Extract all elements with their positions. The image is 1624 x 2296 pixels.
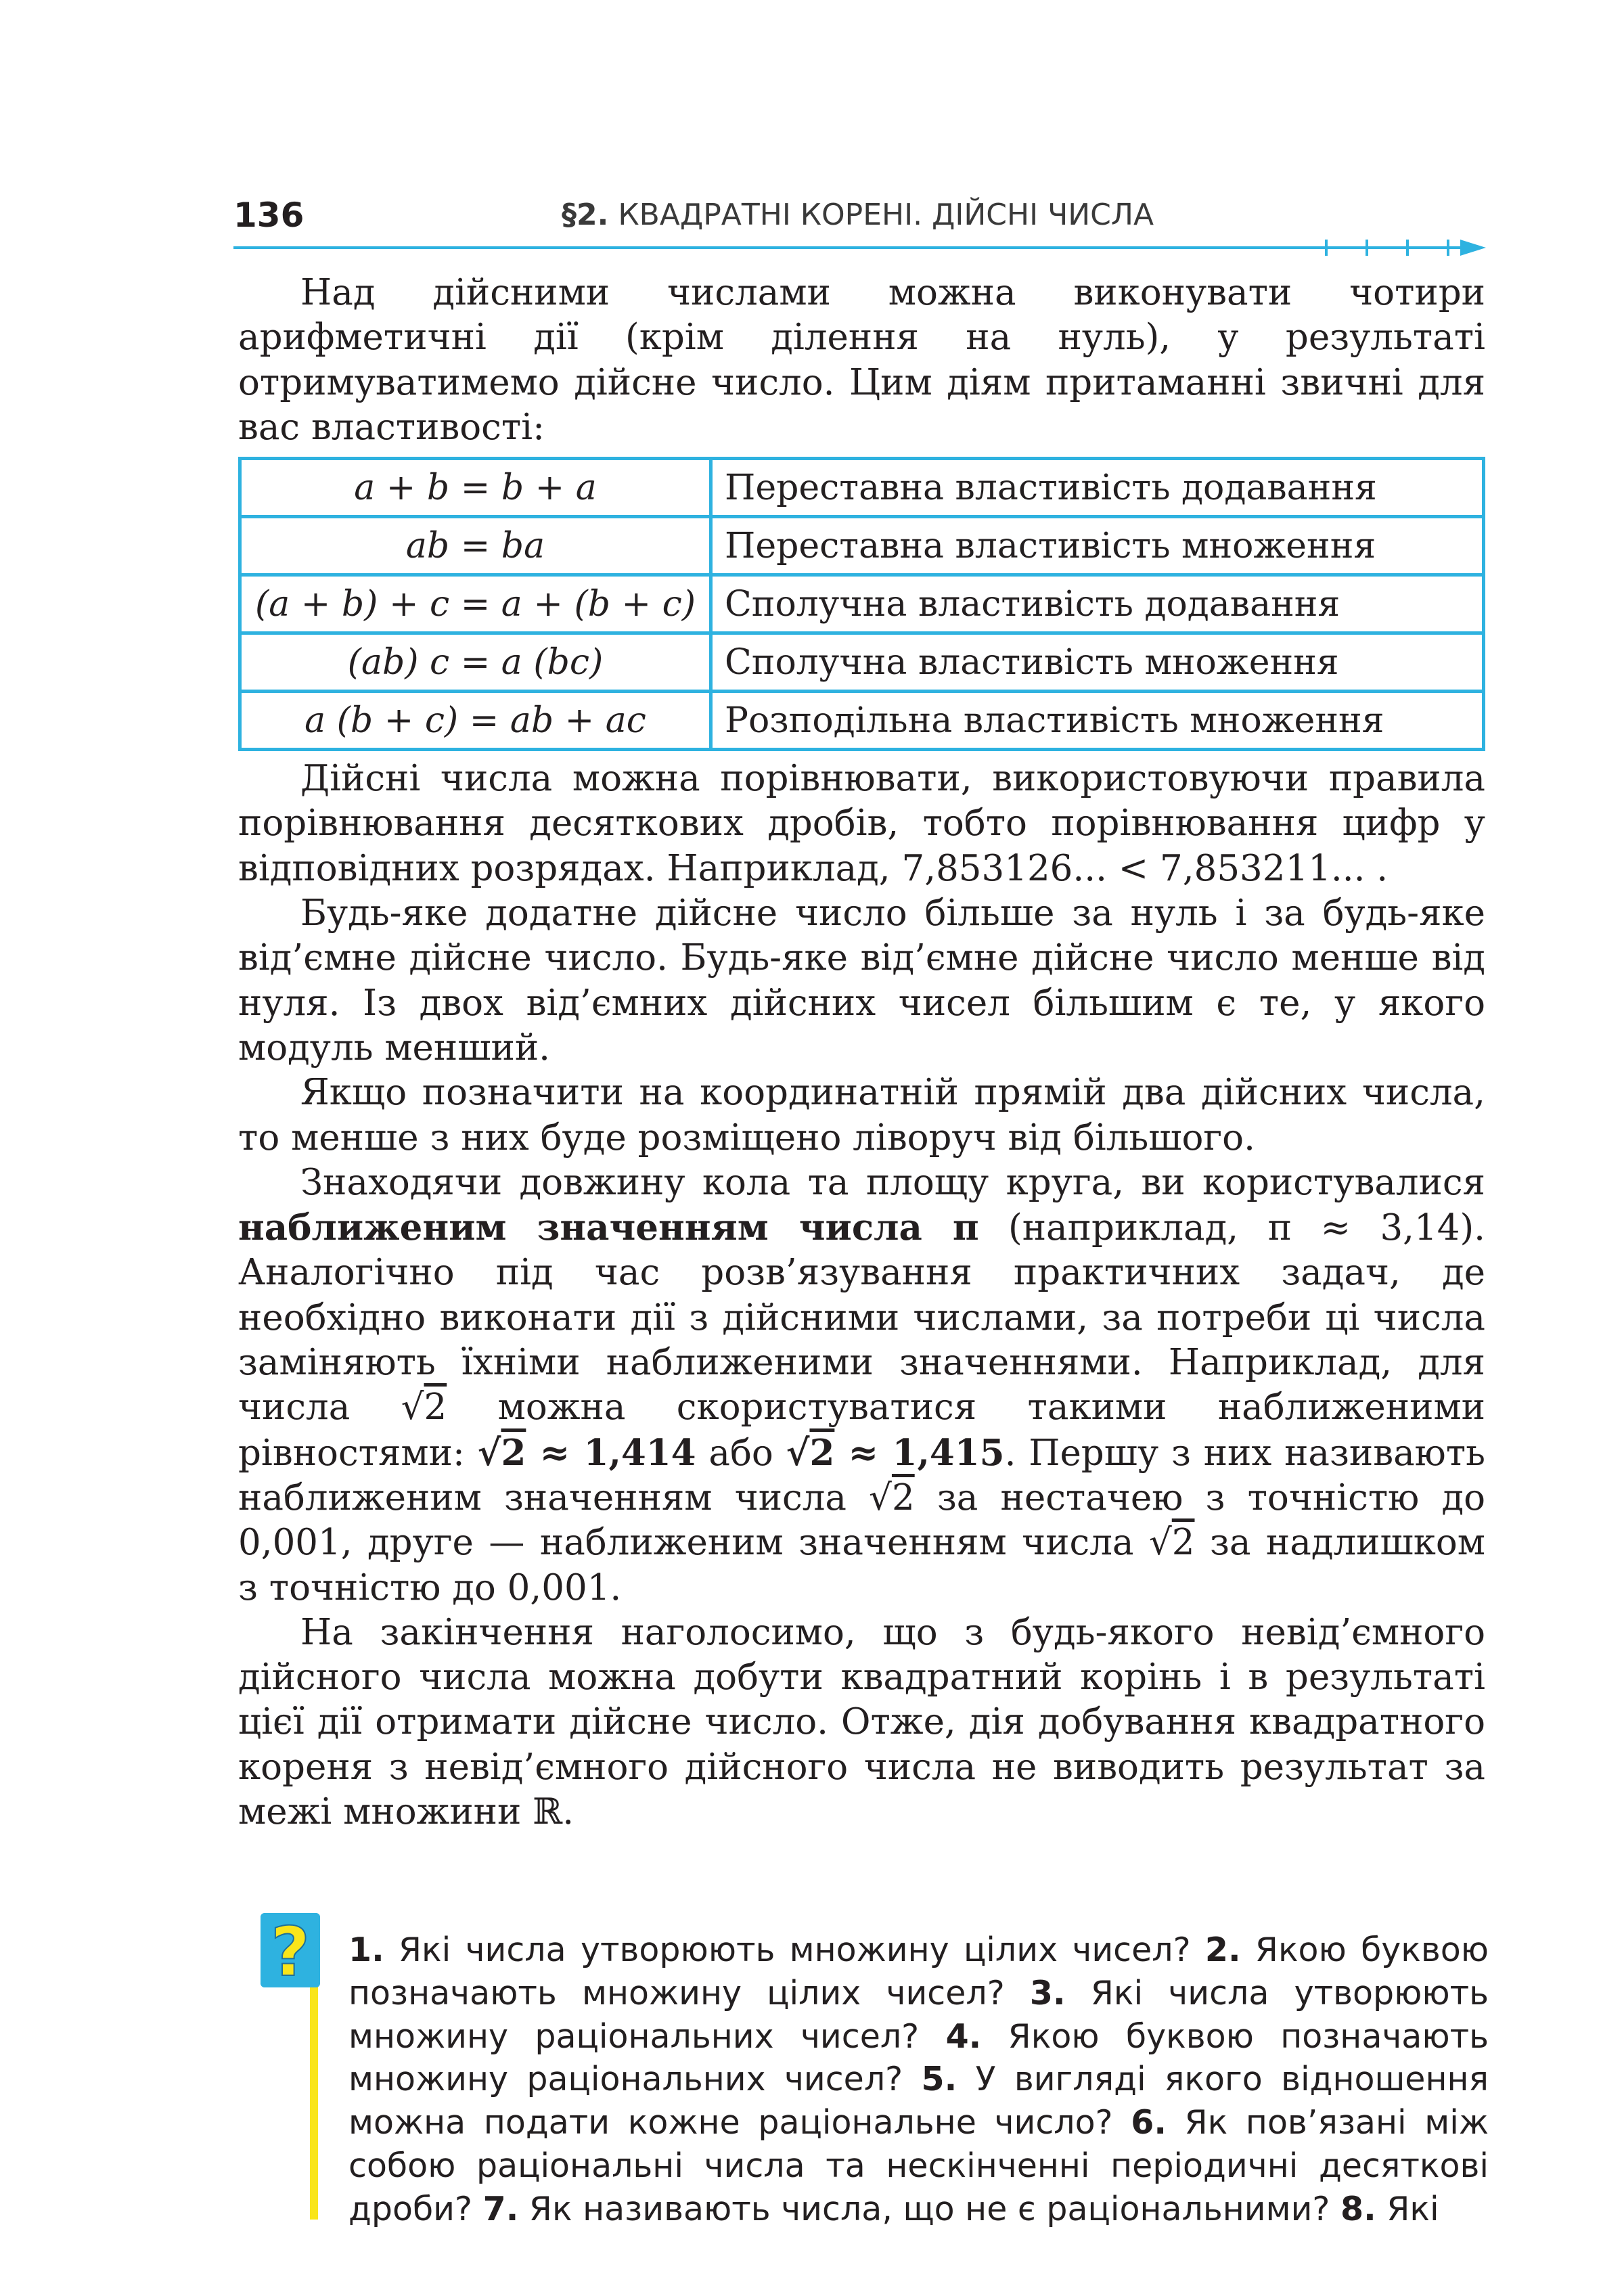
question-number: 6.: [1131, 2103, 1167, 2142]
approx-equation-low: [478, 1432, 696, 1474]
term-bold: наближеним значенням числа π: [238, 1207, 979, 1249]
formula-cell: a (b + c) = ab + ac: [240, 692, 711, 750]
text-fragment: Знаходячи довжину кола та площу круга, ви користувалися: [300, 1161, 1485, 1203]
paragraph-intro: Над дійсними числами можна виконувати чотири арифметичні дії (крім ділення на нуль), у результаті отримуватимемо дійсне число. Цим діям притаманні звичні для вас властивості:: [238, 272, 1485, 448]
formula-cell: (ab) c = a (bc): [240, 633, 711, 692]
table-row: [240, 517, 1484, 575]
question-text: Як пов’язані між собою раціональні числа та нескінченні періодичні десяткові дроби?: [348, 2103, 1489, 2228]
text-fragment: або: [696, 1432, 786, 1474]
approx-value: ≈ 1,415: [834, 1431, 1005, 1474]
sqrt-radicand: 2: [1171, 1522, 1195, 1564]
paragraph-conclusion: На закінчення наголосимо, що з будь-якого невід’ємного дійсного числа можна добути квадратний корінь і в результаті цієї дії отримати дійсне число. Отже, дія добування квадратного кореня з невід’ємного дійсного числа не виводить результат за межі множини ℝ.: [238, 1611, 1485, 1833]
main-content: [238, 271, 1485, 1834]
property-name-cell: Розподільна властивість множення: [711, 692, 1484, 750]
question-number: 7.: [482, 2189, 519, 2228]
sqrt-radicand: 2: [501, 1431, 526, 1474]
paragraph-number-line: Якщо позначити на координатній прямій два дійсних числа, то менше з них буде розміщено ліворуч від більшого.: [238, 1072, 1485, 1158]
property-name-cell: Переставна властивість додавання: [711, 459, 1484, 517]
questions-bar: [310, 1962, 318, 2220]
text-fragment: за нестачею з точністю до 0,001, друге — наближеним значенням числа: [238, 1477, 1485, 1564]
property-name-cell: Переставна властивість множення: [711, 517, 1484, 575]
question-number: 1.: [348, 1931, 384, 1969]
paragraph-comparison: Дійсні числа можна порівнювати, використовуючи правила порівнювання десяткових дробів, тобто порівнювання цифр у відповідних розрядах. Наприклад, 7,853126... < 7,853211... .: [238, 758, 1485, 889]
question-number: 4.: [945, 2017, 982, 2056]
page-number: 136: [233, 196, 304, 235]
question-number: 3.: [1029, 1973, 1066, 2012]
sqrt-radicand: 2: [424, 1387, 447, 1428]
arrow-icon: [1286, 234, 1489, 261]
paragraph-approximation: [238, 1161, 1485, 1611]
table-row: [240, 633, 1484, 692]
table-row: [240, 459, 1484, 517]
sqrt-icon: √: [401, 1387, 424, 1428]
sqrt-icon: √: [1148, 1522, 1172, 1564]
sqrt-icon: √: [869, 1477, 892, 1518]
formula-cell: ab = ba: [240, 517, 711, 575]
question-text: Які числа утворюють множину цілих чисел?: [384, 1931, 1205, 1969]
section-title: КВАДРАТНІ КОРЕНІ. ДІЙСНІ ЧИСЛА: [618, 198, 1154, 232]
text-fragment: можна скористуватися такими наближеними рівностями:: [238, 1387, 1485, 1474]
question-text: Якою буквою позначають множину раціональних чисел?: [348, 2017, 1489, 2099]
table-row: [240, 575, 1484, 633]
formula-cell: a + b = b + a: [240, 459, 711, 517]
question-number: 8.: [1340, 2189, 1376, 2228]
table-row: [240, 692, 1484, 750]
text-fragment: за надлишком з точністю до 0,001.: [238, 1522, 1486, 1608]
questions-list: [348, 1929, 1489, 2231]
property-name-cell: Сполучна властивість додавання: [711, 575, 1484, 633]
question-number: 5.: [921, 2060, 957, 2099]
chapter-title: [562, 196, 1154, 234]
approx-value: ≈ 1,414: [526, 1431, 696, 1474]
property-name-cell: Сполучна властивість множення: [711, 633, 1484, 692]
properties-table: [238, 457, 1485, 751]
question-text: Як називають числа, що не є раціональними?: [518, 2189, 1341, 2228]
text-fragment: (наприклад, π ≈ 3,14). Аналогічно під час розв’язування практичних задач, де необхідно виконати дії з дійсними числами, за потреби ці числа заміняють їхніми наближеними значеннями. Наприклад, для числа: [238, 1207, 1485, 1428]
approx-equation-high: [786, 1432, 1005, 1474]
question-mark-icon: [261, 1913, 320, 1987]
question-text: Які: [1376, 2189, 1439, 2228]
svg-text:?: ?: [270, 1913, 311, 1987]
sqrt-icon: √: [786, 1431, 810, 1474]
question-text: Якою буквою позначають множину цілих чисел?: [348, 1931, 1489, 2012]
sqrt-radicand: 2: [891, 1477, 915, 1518]
sqrt-icon: √: [477, 1431, 501, 1474]
text-fragment: . Першу з них називають наближеним значенням числа: [238, 1432, 1485, 1518]
sqrt-radicand: 2: [809, 1431, 835, 1474]
formula-cell: (a + b) + c = a + (b + c): [240, 575, 711, 633]
section-mark: §2.: [562, 198, 609, 232]
question-text: У вигляді якого відношення можна подати кожне раціональне число?: [348, 2060, 1489, 2142]
paragraph-signs: Будь-яке додатне дійсне число більше за нуль і за будь-яке від’ємне дійсне число. Будь-яке від’ємне дійсне число менше від нуля. Із двох від’ємних дійсних чисел більшим є те, у якого модуль менший.: [238, 893, 1485, 1068]
question-text: Які числа утворюють множину раціональних чисел?: [348, 1973, 1489, 2056]
question-number: 2.: [1204, 1931, 1241, 1969]
